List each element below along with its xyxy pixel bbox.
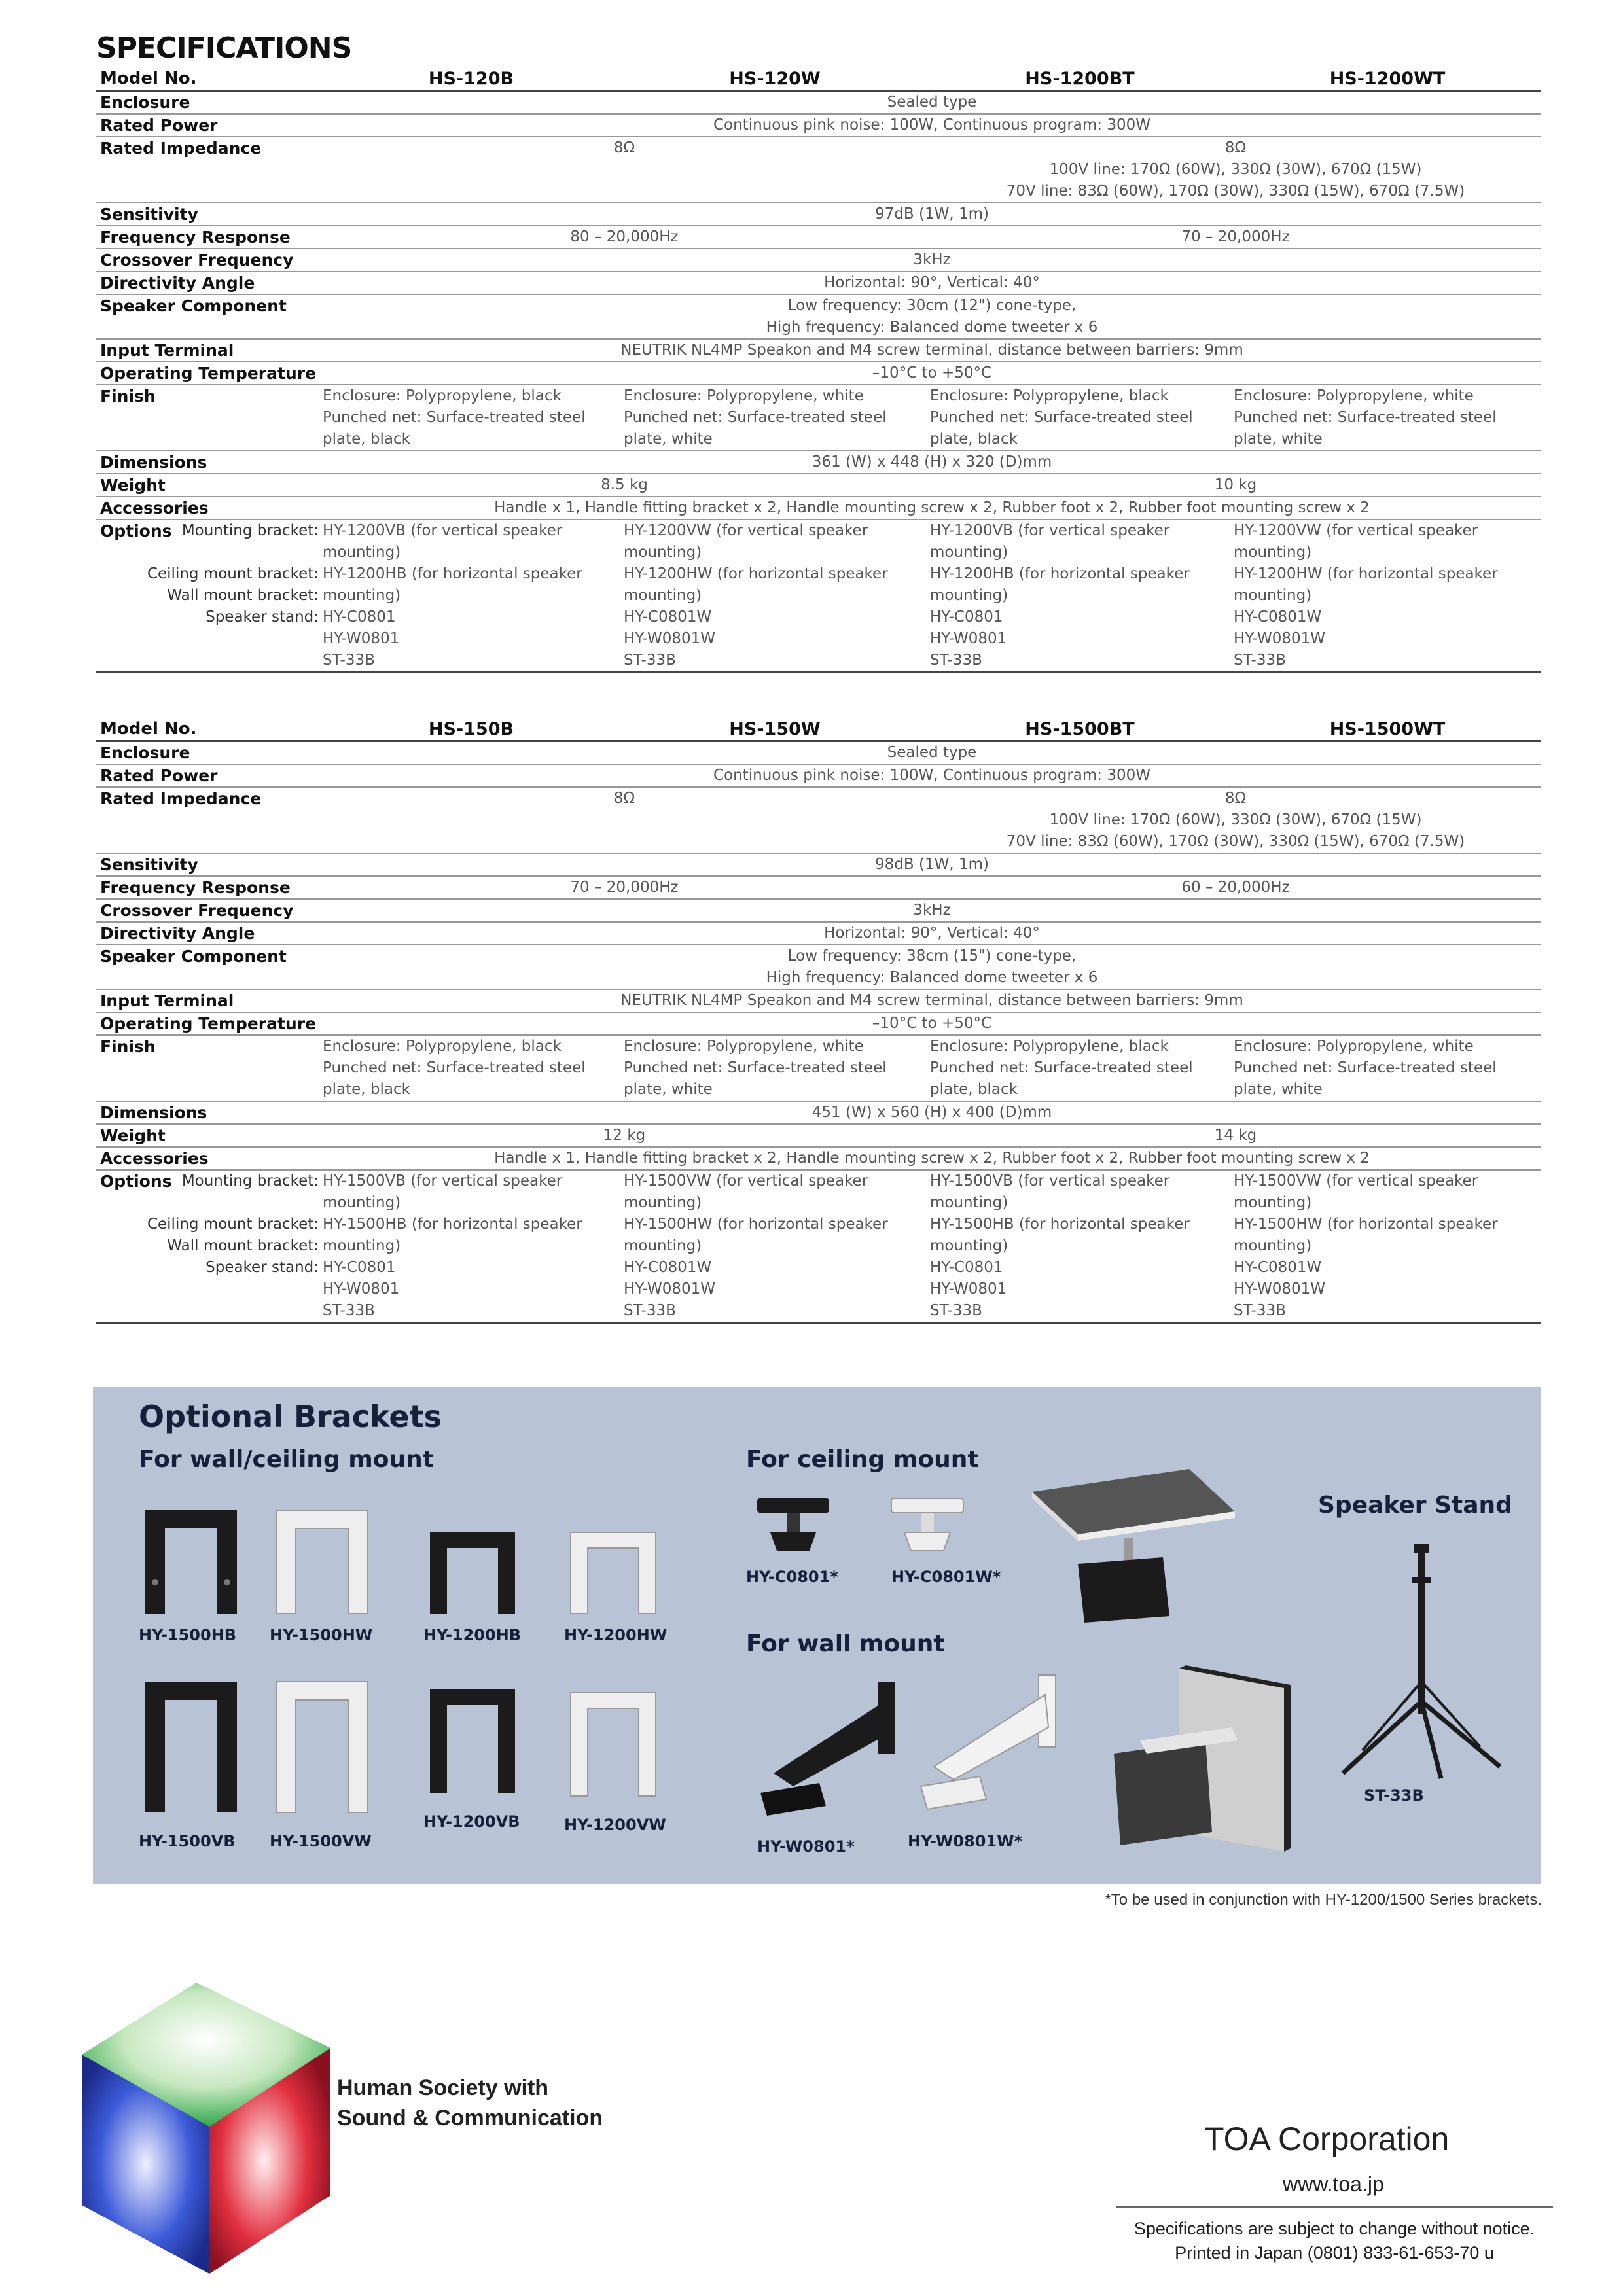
finish-line: Enclosure: Polypropylene, white [624, 387, 864, 404]
impedance-line: 100V line: 170Ω (60W), 330Ω (30W), 670Ω (15W) [1049, 161, 1422, 178]
option-sublabel: Mounting bracket: [181, 1173, 319, 1190]
rated-power-value: Continuous pink noise: 100W, Continuous program: 300W [319, 114, 1541, 137]
option-line: HY-C0801W [624, 609, 712, 626]
option-line: HY-C0801 [323, 1259, 396, 1276]
optional-brackets-panel [93, 1387, 1541, 1884]
row-label: Finish [96, 1035, 319, 1101]
option-sublabel: Mounting bracket: [181, 522, 319, 539]
finish-line: Enclosure: Polypropylene, black [930, 1038, 1169, 1055]
footer-divider [1116, 2206, 1553, 2208]
table-row [96, 272, 1541, 294]
table-row [96, 853, 1541, 876]
row-label: Dimensions [96, 1101, 319, 1124]
option-line: ST-33B [624, 1302, 676, 1319]
options-value [1230, 1170, 1541, 1323]
option-line: HY-1500HW (for horizontal speaker mounting) [1234, 1216, 1498, 1254]
ceiling-heading: For ceiling mount [746, 1446, 979, 1473]
table-row [96, 945, 1541, 989]
row-label: Frequency Response [96, 876, 319, 899]
table-row [96, 899, 1541, 922]
option-sublabel: Speaker stand: [205, 1259, 319, 1276]
disclaimer [1116, 2217, 1553, 2265]
enclosure-value: Sealed type [319, 91, 1541, 115]
model-name: HS-1500BT [926, 718, 1230, 741]
impedance-line: 70V line: 83Ω (60W), 170Ω (30W), 330Ω (15W), 670Ω (7.5W) [1006, 833, 1465, 850]
option-line: HY-1200VB (for vertical speaker mounting) [323, 522, 563, 561]
finish-line: Punched net: Surface-treated steel plate, white [624, 409, 887, 448]
options-value [926, 520, 1230, 673]
option-line: HY-1200VW (for vertical speaker mounting) [1234, 522, 1478, 561]
bracket-caption: HY-1500VB [139, 1832, 236, 1850]
table-row [96, 294, 1541, 339]
option-line: ST-33B [930, 1302, 982, 1319]
sensitivity-value: 97dB (1W, 1m) [319, 203, 1541, 226]
slogan [337, 2073, 603, 2133]
hy-1200vb-bracket-icon [423, 1682, 522, 1799]
model-name: HS-1200BT [926, 68, 1230, 91]
table-row [96, 741, 1541, 765]
hy-w0801-wall-icon [747, 1675, 904, 1832]
model-name: HS-120B [319, 68, 620, 91]
table-row [96, 922, 1541, 945]
table-row [96, 1147, 1541, 1170]
bracket-caption: ST-33B [1364, 1786, 1424, 1805]
finish-line: Enclosure: Polypropylene, black [323, 387, 562, 404]
table-row [96, 989, 1541, 1012]
finish-line: Punched net: Surface-treated steel plate, black [323, 409, 586, 448]
impedance-value-transformer [926, 787, 1541, 853]
impedance-value: 8Ω [319, 137, 926, 203]
option-line: HY-W0801 [930, 630, 1007, 647]
option-line: HY-1200VW (for vertical speaker mounting) [624, 522, 868, 561]
row-label: Enclosure [96, 91, 319, 115]
option-line: HY-1500VB (for vertical speaker mounting) [930, 1173, 1170, 1211]
impedance-value: 8Ω [1224, 790, 1247, 807]
option-line: HY-W0801 [323, 630, 400, 647]
row-label: Sensitivity [96, 203, 319, 226]
bracket-caption: HY-C0801W* [891, 1568, 1001, 1586]
model-name: HS-150W [620, 718, 926, 741]
option-line: HY-C0801 [323, 609, 396, 626]
component-value [319, 945, 1541, 989]
option-line: HY-1500VB (for vertical speaker mounting) [323, 1173, 563, 1211]
impedance-line: 100V line: 170Ω (60W), 330Ω (30W), 670Ω (15W) [1049, 811, 1422, 828]
finish-value [1230, 1035, 1541, 1101]
finish-line: Enclosure: Polypropylene, white [1234, 387, 1474, 404]
table-row [96, 497, 1541, 520]
spec-table-hs-120 [96, 68, 1541, 673]
wall-heading: For wall mount [746, 1631, 945, 1657]
wall-mounted-speaker-icon [1075, 1662, 1291, 1858]
disclaimer-line: Printed in Japan (0801) 833-61-653-70 u [1175, 2243, 1494, 2263]
hy-1200hw-bracket-icon [564, 1525, 662, 1619]
table-row [96, 1035, 1541, 1101]
finish-line: Enclosure: Polypropylene, white [624, 1038, 864, 1055]
bracket-caption: HY-C0801* [746, 1568, 838, 1586]
finish-line: Punched net: Surface-treated steel plate, black [930, 1059, 1193, 1098]
bracket-caption: HY-1200HB [423, 1626, 522, 1644]
option-line: HY-W0801W [624, 630, 715, 647]
page-title: SPECIFICATIONS [96, 31, 352, 65]
table-row [96, 1012, 1541, 1035]
hy-c0801w-ceiling-icon [882, 1492, 973, 1557]
corporation-name: TOA Corporation [1204, 2121, 1450, 2157]
row-label: Directivity Angle [96, 922, 319, 945]
option-line: HY-W0801W [624, 1280, 715, 1298]
option-sublabel: Wall mount bracket: [167, 587, 319, 604]
option-sublabel [100, 1192, 319, 1214]
finish-line: Enclosure: Polypropylene, black [930, 387, 1169, 404]
crossover-value: 3kHz [319, 249, 1541, 272]
option-line: HY-W0801 [323, 1280, 400, 1298]
finish-line: Enclosure: Polypropylene, black [323, 1038, 562, 1055]
hy-1500vw-bracket-icon [270, 1669, 374, 1819]
option-line: HY-W0801W [1234, 630, 1325, 647]
option-line: HY-W0801 [930, 1280, 1007, 1298]
finish-line: Punched net: Surface-treated steel plate, white [1234, 1059, 1497, 1098]
table-row [96, 339, 1541, 362]
finish-value [926, 385, 1230, 451]
options-value [1230, 520, 1541, 673]
crossover-value: 3kHz [319, 899, 1541, 922]
option-sublabel [100, 542, 319, 563]
hy-c0801-ceiling-icon [747, 1492, 839, 1557]
component-line: High frequency: Balanced dome tweeter x 6 [766, 319, 1098, 336]
weight-value: 10 kg [926, 474, 1541, 497]
bracket-caption: HY-1500VW [270, 1832, 372, 1850]
hy-1200vw-bracket-icon [564, 1685, 662, 1803]
model-name: HS-1500WT [1230, 718, 1541, 741]
finish-value [926, 1035, 1230, 1101]
finish-value [319, 1035, 620, 1101]
bracket-caption: HY-W0801* [757, 1837, 855, 1856]
accessories-value: Handle x 1, Handle fitting bracket x 2, Handle mounting screw x 2, Rubber foot x 2, Rubber foot mounting screw x 2 [319, 1147, 1541, 1170]
weight-value: 8.5 kg [319, 474, 926, 497]
table-row [96, 1101, 1541, 1124]
row-label: Enclosure [96, 741, 319, 765]
option-line: HY-1500HW (for horizontal speaker mounting) [624, 1216, 888, 1254]
row-label: Input Terminal [96, 339, 319, 362]
options-value [926, 1170, 1230, 1323]
row-label: Rated Impedance [96, 787, 319, 853]
directivity-value: Horizontal: 90°, Vertical: 40° [319, 272, 1541, 294]
options-value [319, 520, 620, 673]
row-label: Weight [96, 474, 319, 497]
option-sublabel: Ceiling mount bracket: [147, 1216, 319, 1233]
row-label: Speaker Component [96, 945, 319, 989]
slogan-line: Sound & Communication [337, 2106, 603, 2130]
table-row [96, 226, 1541, 249]
bracket-footnote: *To be used in conjunction with HY-1200/1500 Series brackets. [1105, 1891, 1542, 1909]
table-row [96, 876, 1541, 899]
enclosure-value: Sealed type [319, 741, 1541, 765]
temperature-value: –10°C to +50°C [319, 362, 1541, 385]
table-row [96, 249, 1541, 272]
accessories-value: Handle x 1, Handle fitting bracket x 2, Handle mounting screw x 2, Rubber foot x 2, Rubber foot mounting screw x 2 [319, 497, 1541, 520]
finish-line: Punched net: Surface-treated steel plate, white [1234, 409, 1497, 448]
toa-cube-logo-icon [79, 1969, 334, 2277]
table-row [96, 1124, 1541, 1147]
finish-line: Punched net: Surface-treated steel plate, black [930, 409, 1193, 448]
option-line: ST-33B [323, 1302, 375, 1319]
option-line: HY-C0801W [624, 1259, 712, 1276]
row-label: Rated Power [96, 764, 319, 787]
dimensions-value: 451 (W) x 560 (H) x 400 (D)mm [319, 1101, 1541, 1124]
ceiling-mounted-speaker-icon [1026, 1466, 1241, 1629]
table-row [96, 91, 1541, 115]
row-label: Finish [96, 385, 319, 451]
table-row [96, 451, 1541, 474]
hy-1500vb-bracket-icon [139, 1669, 243, 1819]
option-line: HY-1200VB (for vertical speaker mounting) [930, 522, 1170, 561]
options-value [620, 1170, 926, 1323]
row-label: Model No. [96, 68, 319, 91]
table-row [96, 137, 1541, 203]
finish-line: Enclosure: Polypropylene, white [1234, 1038, 1474, 1055]
row-label: Accessories [96, 1147, 319, 1170]
component-value [319, 294, 1541, 339]
finish-value [620, 385, 926, 451]
wall-ceiling-heading: For wall/ceiling mount [139, 1446, 434, 1473]
row-label: Rated Power [96, 114, 319, 137]
weight-value: 12 kg [319, 1124, 926, 1147]
table-row [96, 520, 1541, 673]
bracket-caption: HY-1200HW [564, 1626, 668, 1644]
model-name: HS-150B [319, 718, 620, 741]
frequency-value: 80 – 20,000Hz [319, 226, 926, 249]
option-line: ST-33B [323, 652, 375, 669]
bracket-caption: HY-1200VB [423, 1812, 520, 1831]
impedance-value-transformer [926, 137, 1541, 203]
dimensions-value: 361 (W) x 448 (H) x 320 (D)mm [319, 451, 1541, 474]
hy-w0801w-wall-icon [908, 1669, 1065, 1826]
model-name: HS-1200WT [1230, 68, 1541, 91]
finish-value [1230, 385, 1541, 451]
row-label: Crossover Frequency [96, 249, 319, 272]
option-line: HY-1200HW (for horizontal speaker mounting) [1234, 565, 1498, 604]
disclaimer-line: Specifications are subject to change without notice. [1133, 2219, 1535, 2238]
finish-line: Punched net: Surface-treated steel plate, white [624, 1059, 887, 1098]
table-row [96, 787, 1541, 853]
table-row [96, 385, 1541, 451]
option-line: HY-C0801W [1234, 1259, 1322, 1276]
options-labels [96, 520, 319, 673]
bracket-caption: HY-1200VW [564, 1816, 666, 1834]
component-line: High frequency: Balanced dome tweeter x 6 [766, 969, 1098, 986]
option-line: HY-1500VW (for vertical speaker mounting) [624, 1173, 868, 1211]
row-label: Input Terminal [96, 989, 319, 1012]
row-label: Options [100, 1172, 172, 1191]
option-line: HY-1200HW (for horizontal speaker mounting) [624, 565, 888, 604]
option-sublabel: Ceiling mount bracket: [147, 565, 319, 582]
rated-power-value: Continuous pink noise: 100W, Continuous program: 300W [319, 764, 1541, 787]
option-line: HY-1200HB (for horizontal speaker mounting) [323, 565, 582, 604]
table-row [96, 68, 1541, 91]
st-33b-stand-icon [1323, 1538, 1520, 1780]
option-line: HY-1500HB (for horizontal speaker mounting) [930, 1216, 1190, 1254]
spec-table-hs-150 [96, 718, 1541, 1324]
option-line: HY-C0801W [1234, 609, 1322, 626]
table-row [96, 474, 1541, 497]
option-line: ST-33B [1234, 652, 1286, 669]
table-row [96, 362, 1541, 385]
row-label: Crossover Frequency [96, 899, 319, 922]
component-line: Low frequency: 38cm (15") cone-type, [787, 947, 1077, 964]
frequency-value: 70 – 20,000Hz [926, 226, 1541, 249]
finish-value [620, 1035, 926, 1101]
row-label: Options [100, 521, 172, 540]
input-terminal-value: NEUTRIK NL4MP Speakon and M4 screw terminal, distance between barriers: 9mm [319, 989, 1541, 1012]
row-label: Speaker Component [96, 294, 319, 339]
table-row [96, 764, 1541, 787]
row-label: Dimensions [96, 451, 319, 474]
row-label: Frequency Response [96, 226, 319, 249]
slogan-line: Human Society with [337, 2075, 549, 2100]
option-line: ST-33B [1234, 1302, 1286, 1319]
option-line: HY-1500VW (for vertical speaker mounting) [1234, 1173, 1478, 1211]
stand-heading: Speaker Stand [1318, 1492, 1512, 1519]
impedance-value: 8Ω [319, 787, 926, 853]
weight-value: 14 kg [926, 1124, 1541, 1147]
option-line: ST-33B [624, 652, 676, 669]
impedance-value: 8Ω [1224, 139, 1247, 156]
row-label: Accessories [96, 497, 319, 520]
option-line: HY-1500HB (for horizontal speaker mounting) [323, 1216, 582, 1254]
finish-line: Punched net: Surface-treated steel plate, black [323, 1059, 586, 1098]
option-sublabel: Speaker stand: [205, 609, 319, 626]
option-line: HY-C0801 [930, 1259, 1003, 1276]
hy-1500hb-bracket-icon [139, 1497, 243, 1619]
temperature-value: –10°C to +50°C [319, 1012, 1541, 1035]
component-line: Low frequency: 30cm (12") cone-type, [787, 297, 1077, 314]
table-row [96, 1170, 1541, 1323]
row-label: Operating Temperature [96, 1012, 319, 1035]
hy-1200hb-bracket-icon [423, 1525, 522, 1619]
finish-value [319, 385, 620, 451]
row-label: Model No. [96, 718, 319, 741]
options-value [620, 520, 926, 673]
row-label: Rated Impedance [96, 137, 319, 203]
table-row [96, 114, 1541, 137]
sensitivity-value: 98dB (1W, 1m) [319, 853, 1541, 876]
bracket-caption: HY-1500HB [139, 1626, 237, 1644]
options-labels [96, 1170, 319, 1323]
options-value [319, 1170, 620, 1323]
model-name: HS-120W [620, 68, 926, 91]
row-label: Directivity Angle [96, 272, 319, 294]
option-line: HY-W0801W [1234, 1280, 1325, 1298]
frequency-value: 60 – 20,000Hz [926, 876, 1541, 899]
table-row [96, 718, 1541, 741]
impedance-line: 70V line: 83Ω (60W), 170Ω (30W), 330Ω (15W), 670Ω (7.5W) [1006, 183, 1465, 200]
input-terminal-value: NEUTRIK NL4MP Speakon and M4 screw terminal, distance between barriers: 9mm [319, 339, 1541, 362]
row-label: Operating Temperature [96, 362, 319, 385]
row-label: Sensitivity [96, 853, 319, 876]
frequency-value: 70 – 20,000Hz [319, 876, 926, 899]
table-row [96, 203, 1541, 226]
option-sublabel: Wall mount bracket: [167, 1237, 319, 1254]
brackets-title: Optional Brackets [139, 1399, 442, 1434]
option-line: ST-33B [930, 652, 982, 669]
row-label: Weight [96, 1124, 319, 1147]
option-line: HY-C0801 [930, 609, 1003, 626]
hy-1500hw-bracket-icon [270, 1497, 374, 1619]
directivity-value: Horizontal: 90°, Vertical: 40° [319, 922, 1541, 945]
bracket-caption: HY-W0801W* [908, 1832, 1023, 1850]
option-line: HY-1200HB (for horizontal speaker mounting) [930, 565, 1190, 604]
website-link[interactable]: www.toa.jp [1283, 2172, 1384, 2196]
bracket-caption: HY-1500HW [270, 1626, 373, 1644]
